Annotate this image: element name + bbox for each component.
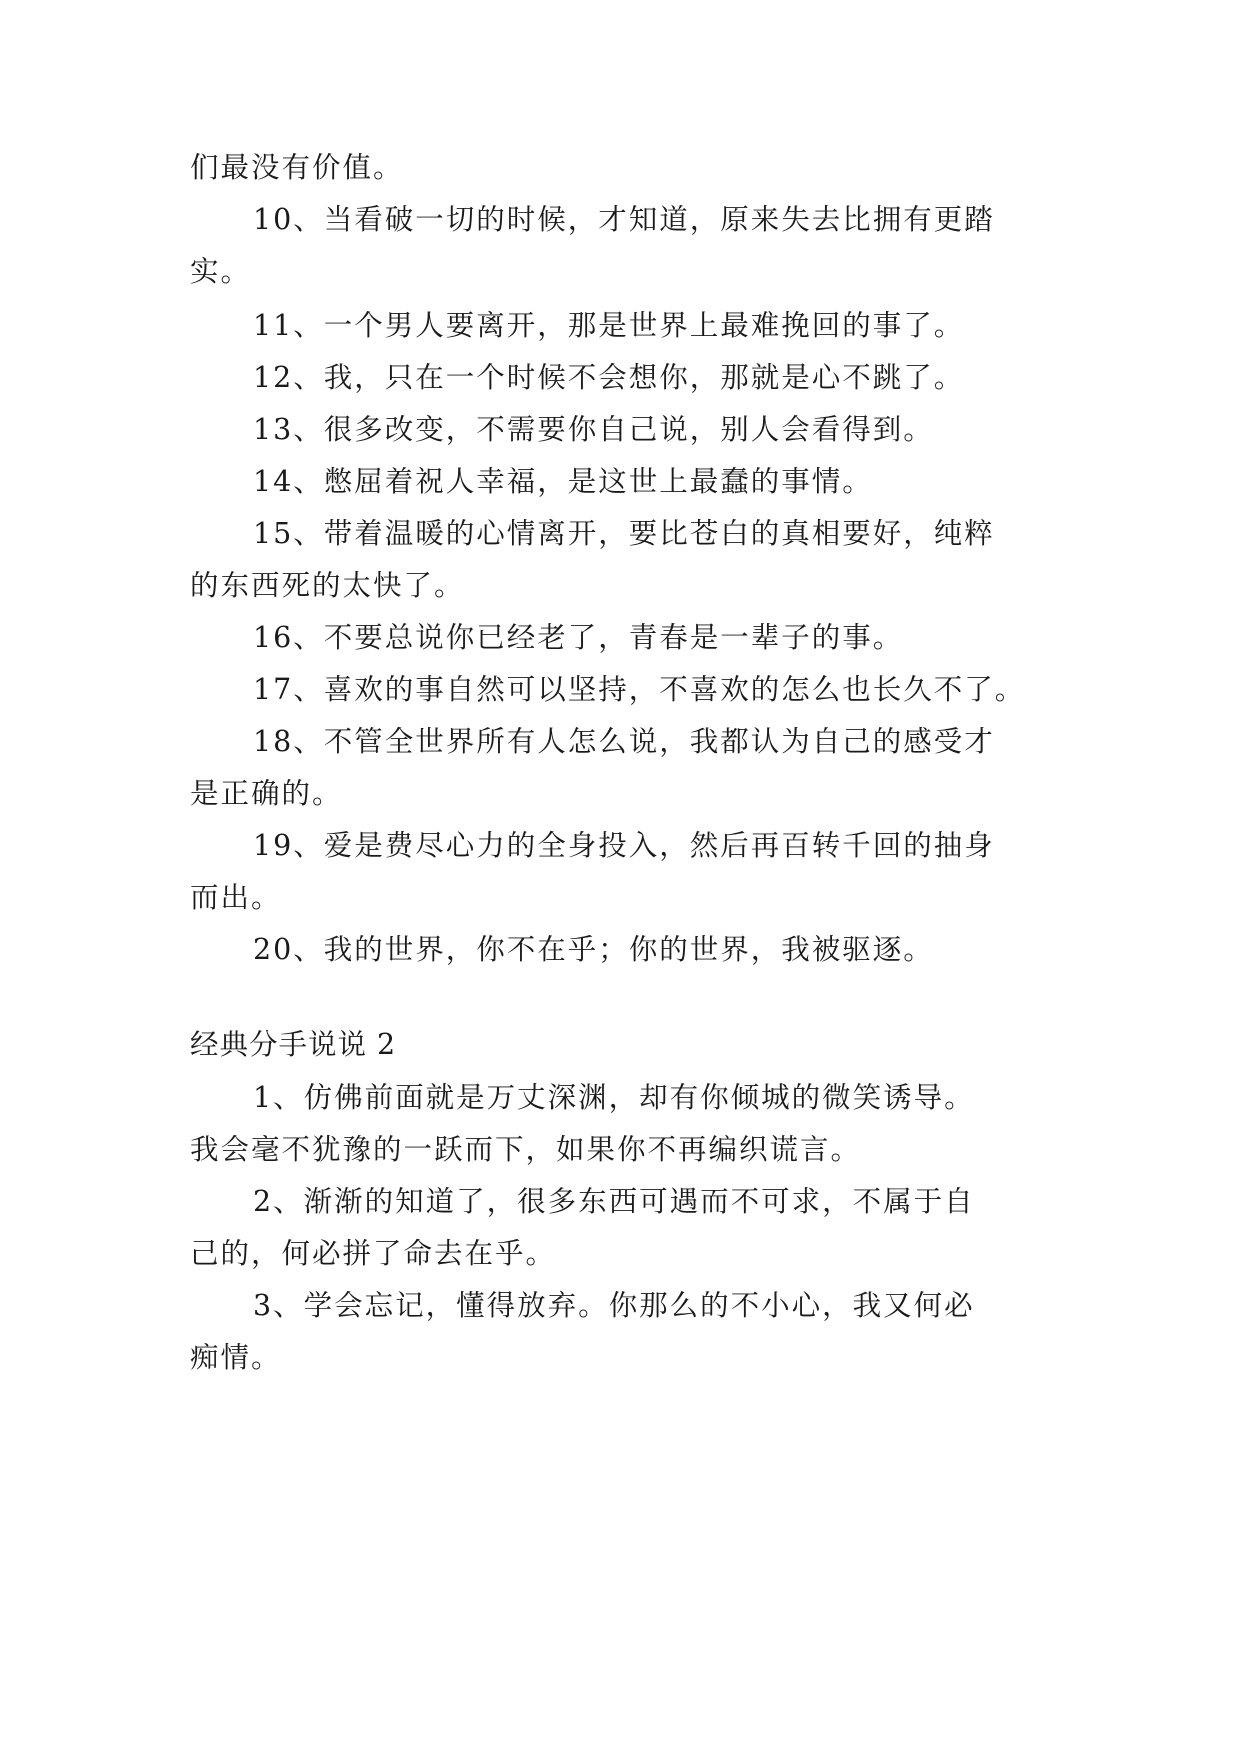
section2-item-3-cont: 痴情。 <box>190 1341 282 1374</box>
section2-item-1-cont: 我会毫不犹豫的一跃而下，如果你不再编织谎言。 <box>190 1133 862 1166</box>
list-item-19-cont: 而出。 <box>190 881 282 914</box>
list-item-14: 14、憋屈着祝人幸福，是这世上最蠢的事情。 <box>253 465 873 498</box>
list-item-19: 19、爱是费尽心力的全身投入，然后再百转千回的抽身 <box>253 829 995 862</box>
section-heading: 经典分手说说 2 <box>190 1028 397 1061</box>
section2-item-3: 3、学会忘记，懂得放弃。你那么的不小心，我又何必 <box>253 1289 975 1322</box>
list-item-16: 16、不要总说你已经老了，青春是一辈子的事。 <box>253 621 904 654</box>
continued-text: 们最没有价值。 <box>190 151 404 184</box>
list-item-12: 12、我，只在一个时候不会想你，那就是心不跳了。 <box>253 361 965 394</box>
list-item-20: 20、我的世界，你不在乎；你的世界，我被驱逐。 <box>253 933 934 966</box>
list-item-13: 13、很多改变，不需要你自己说，别人会看得到。 <box>253 413 934 446</box>
section2-item-2: 2、渐渐的知道了，很多东西可遇而不可求，不属于自 <box>253 1185 975 1218</box>
list-item-17: 17、喜欢的事自然可以坚持，不喜欢的怎么也长久不了。 <box>253 673 1026 706</box>
list-item-18: 18、不管全世界所有人怎么说，我都认为自己的感受才 <box>253 725 995 758</box>
list-item-18-cont: 是正确的。 <box>190 777 343 810</box>
section2-item-2-cont: 己的，何必拼了命去在乎。 <box>190 1237 557 1270</box>
list-item-15-cont: 的东西死的太快了。 <box>190 569 465 602</box>
list-item-15: 15、带着温暖的心情离开，要比苍白的真相要好，纯粹 <box>253 517 995 550</box>
list-item-10: 10、当看破一切的时候，才知道，原来失去比拥有更踏 <box>253 203 995 236</box>
list-item-11: 11、一个男人要离开，那是世界上最难挽回的事了。 <box>253 309 965 342</box>
list-item-10-cont: 实。 <box>190 255 252 288</box>
section2-item-1: 1、仿佛前面就是万丈深渊，却有你倾城的微笑诱导。 <box>253 1081 975 1114</box>
